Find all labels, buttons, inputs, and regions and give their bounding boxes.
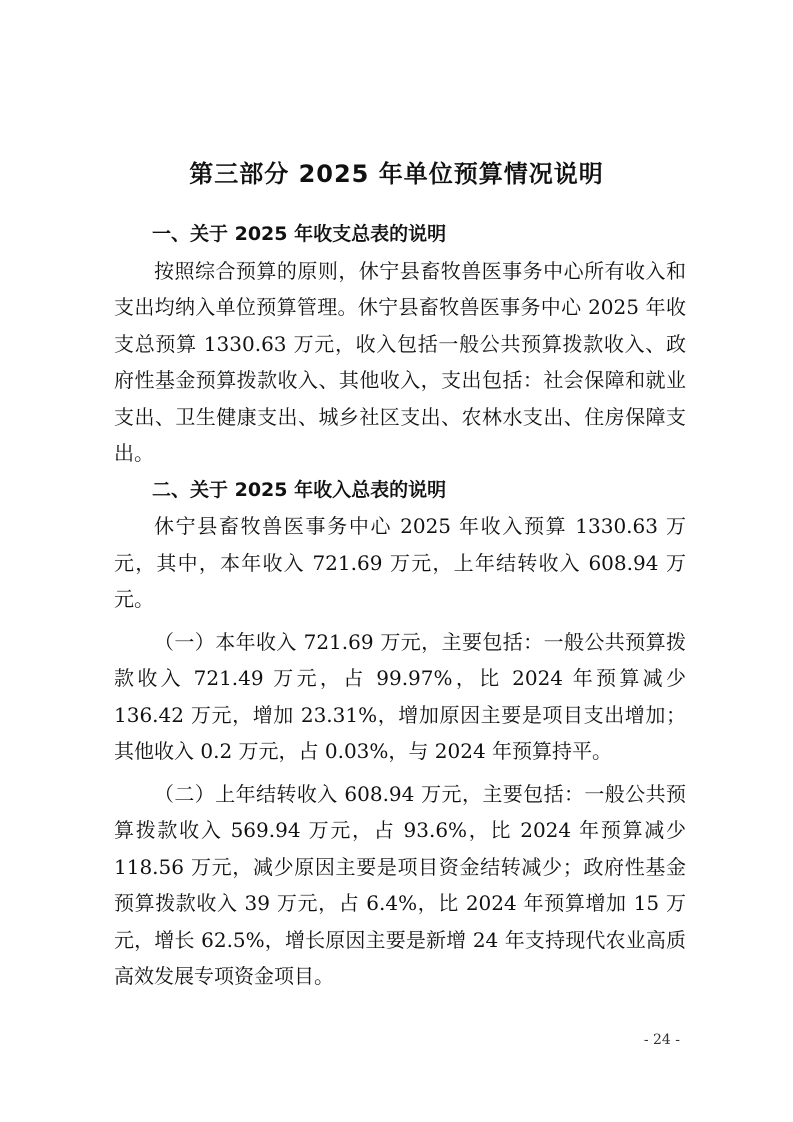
section-1-paragraph-1: 按照综合预算的原则，休宁县畜牧兽医事务中心所有收入和支出均纳入单位预算管理。休宁县畜牧兽医事务中心 2025 年收支总预算 1330.63 万元，收入包括一般公共预算拨款收入、政府性基金预算拨款收入、其他收入，支出包括：社会保障和就业支出、卫生健康支出、城乡社区支出、农林水支出、住房保障支出。 (114, 258, 686, 465)
section-heading-2: 二、关于 2025 年收入总表的说明 (152, 478, 447, 501)
section-heading-1: 一、关于 2025 年收支总表的说明 (152, 223, 447, 245)
section-2-paragraph-1: 休宁县畜牧兽医事务中心 2025 年收入预算 1330.63 万元，其中，本年收入 721.69 万元，上年结转收入 608.94 万元。 (114, 514, 686, 611)
section-2-paragraph-3: （二）上年结转收入 608.94 万元，主要包括：一般公共预算拨款收入 569.94 万元，占 93.6%，比 2024 年预算减少 118.56 万元，减少原因主要是项目资金结转减少；政府性基金预算拨款收入 39 万元，占 6.4%，比 2024 年预算增加 15 万元，增长 62.5%，增长原因主要是新增 24 年支持现代农业高质高效发展专项资金项目。 (114, 781, 686, 988)
page-number: - 24 - (643, 1032, 680, 1048)
page-title: 第三部分 2025 年单位预算情况说明 (189, 160, 604, 189)
section-2-paragraph-2: （一）本年收入 721.69 万元，主要包括：一般公共预算拨款收入 721.49 万元，占 99.97%，比 2024 年预算减少 136.42 万元，增加 23.31%，增加原因主要是项目支出增加；其他收入 0.2 万元，占 0.03%，与 2024 年预算持平。 (114, 629, 686, 763)
document-body (114, 216, 686, 995)
